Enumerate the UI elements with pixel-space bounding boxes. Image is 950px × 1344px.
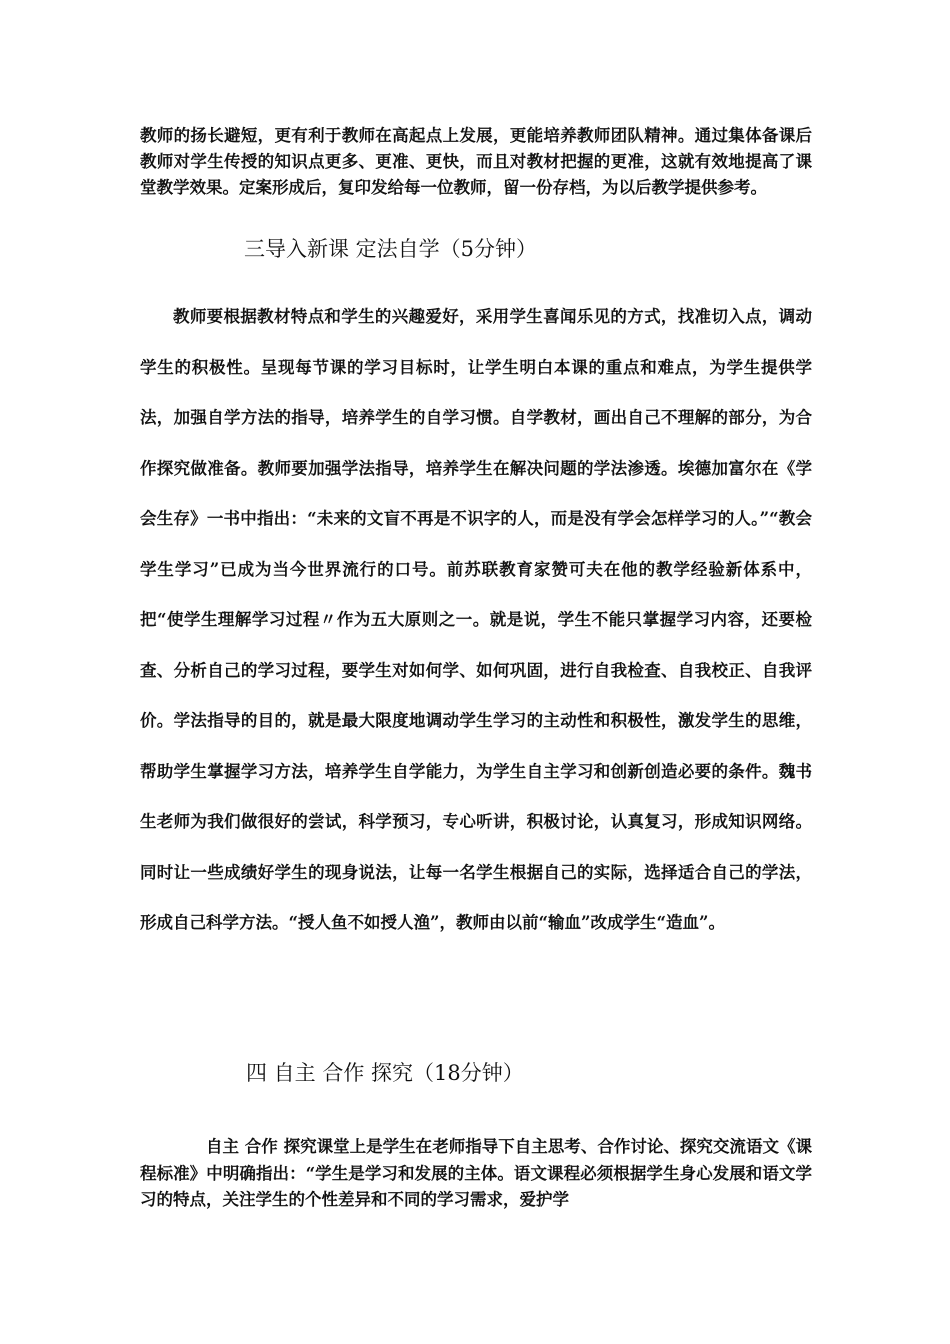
section-three-heading: 三导入新课 定法自学（5分钟） [244,237,538,261]
section-four-paragraph: 自主 合作 探究课堂上是学生在老师指导下自主思考、合作讨论、探究交流语文《课程标准》中明确指出：“学生是学习和发展的主体。语文课程必须根据学生身心发展和语文学习的特点，关注学生的个性差异和不同的学习需求，爱护学 [140,1137,812,1209]
section-four-heading: 四 自主 合作 探究（18分钟） [246,1061,524,1085]
section-three-paragraph: 教师要根据教材特点和学生的兴趣爱好，采用学生喜闻乐见的方式，找准切入点，调动学生的积极性。呈现每节课的学习目标时，让学生明白本课的重点和难点，为学生提供学法，加强自学方法的指导，培养学生的自学习惯。自学教材，画出自己不理解的部分，为合作探究做准备。教师要加强学法指导，培养学生在解决问题的学法渗透。埃德加富尔在《学会生存》一书中指出：“未来的文盲不再是不识字的人，而是没有学会怎样学习的人。”“教会学生学习”已成为当今世界流行的口号。前苏联教育家赞可夫在他的教学经验新体系中，把“使学生理解学习过程〃作为五大原则之一。就是说，学生不能只掌握学习内容，还要检查、分析自己的学习过程，要学生对如何学、如何巩固，进行自我检查、自我校正、自我评价。学法指导的目的，就是最大限度地调动学生学习的主动性和积极性，激发学生的思维，帮助学生掌握学习方法，培养学生自学能力，为学生自主学习和创新创造必要的条件。魏书生老师为我们做很好的尝试，科学预习，专心听讲，积极讨论，认真复习，形成知识网络。同时让一些成绩好学生的现身说法，让每一名学生根据自己的实际，选择适合自己的学法，形成自己科学方法。“授人鱼不如授人渔”，教师由以前“输血”改成学生“造血”。 [140,307,812,932]
intro-paragraph: 教师的扬长避短，更有利于教师在高起点上发展，更能培养教师团队精神。通过集体备课后教师对学生传授的知识点更多、更准、更快，而且对教材把握的更准，这就有效地提高了课堂教学效果。定案形成后，复印发给每一位教师，留一份存档，为以后教学提供参考。 [140,126,812,197]
